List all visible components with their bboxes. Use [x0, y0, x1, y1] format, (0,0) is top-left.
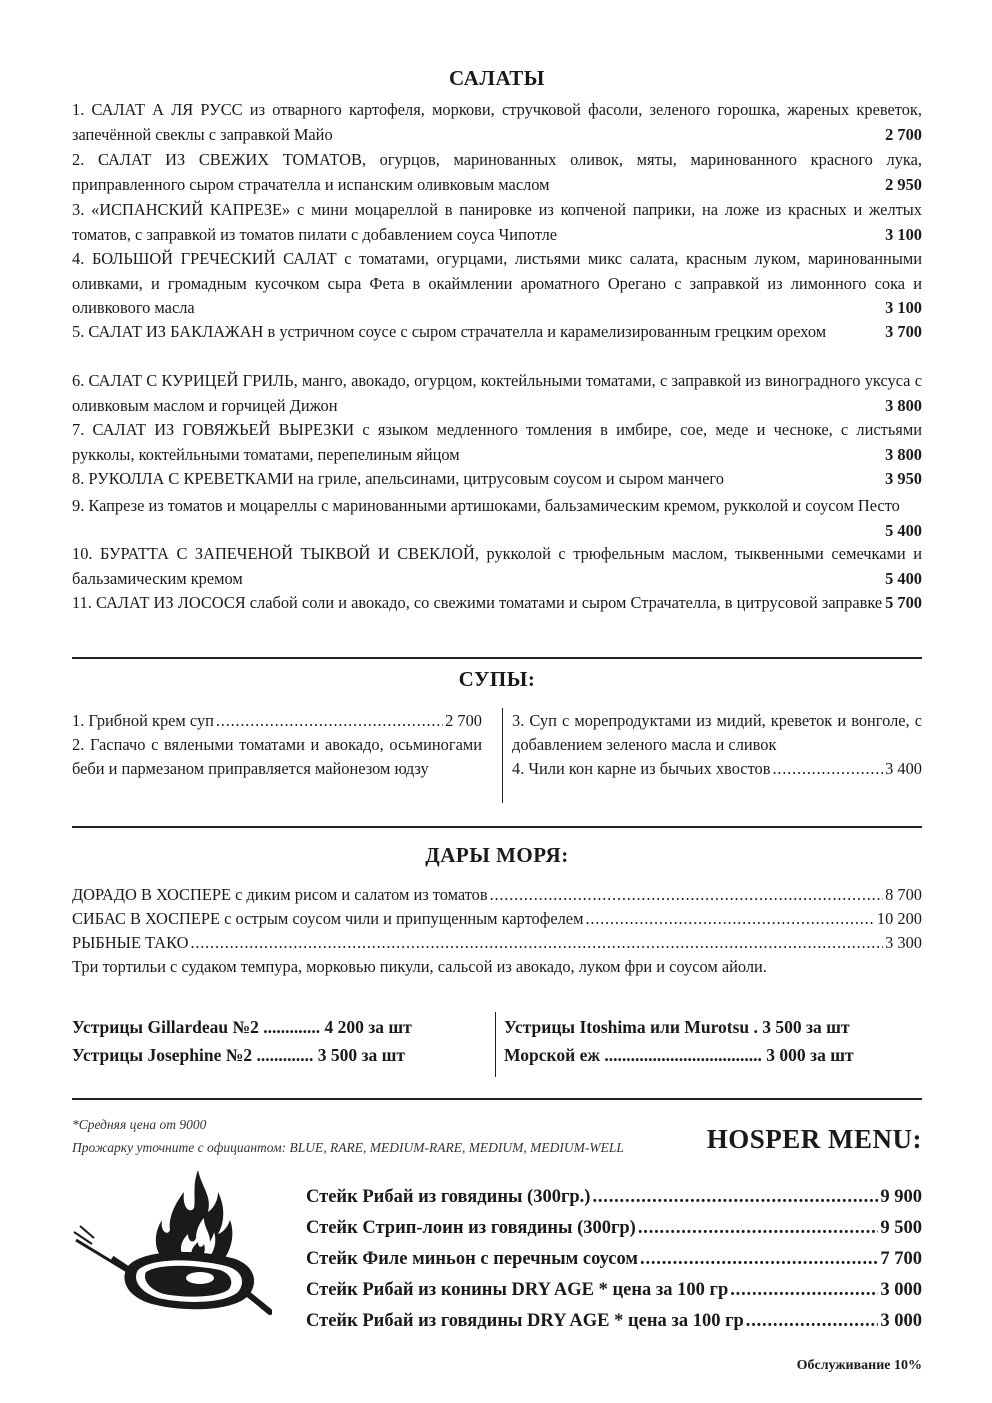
- hosper-menu-title: HOSPER MENU:: [706, 1124, 922, 1154]
- column-divider: [495, 1012, 496, 1077]
- soup-item: [512, 757, 922, 781]
- steak-name: Стейк Рибай из конины DRY AGE * цена за 100 гр: [306, 1280, 729, 1300]
- service-charge: Обслуживание 10%: [796, 1358, 922, 1373]
- salad-description: с мини моцареллой в панировке из копченой паприки, на ложе из красных и желтых томатов, с заправкой из томатов пилати с добавлением соуса Чипотле: [72, 200, 922, 244]
- steak-price: 3 000: [880, 1280, 922, 1300]
- seafood-name: ДОРАДО В ХОСПЕРЕ с диким рисом и салатом из томатов: [72, 885, 488, 904]
- steak-item: [306, 1306, 922, 1337]
- steak-name: Стейк Рибай из говядины (300гр.): [306, 1187, 591, 1207]
- divider: [72, 1098, 922, 1100]
- salad-price: 5 400: [885, 568, 922, 588]
- steak-name: Стейк Стрип-лоин из говядины (300гр): [306, 1218, 636, 1238]
- salad-description: из томатов и моцареллы с маринованными артишоками, бальзамическим кремом, рукколой и соусом Песто: [144, 496, 900, 515]
- steak-price: 7 700: [880, 1249, 922, 1269]
- salad-description: в устричном соусе с сыром страчателла и карамелизированным грецким орехом: [263, 322, 827, 341]
- salad-item: [72, 198, 922, 247]
- salad-item: [72, 98, 922, 147]
- seafood-item: [72, 907, 922, 931]
- seafood-list: [72, 883, 922, 979]
- steak-item: [306, 1213, 922, 1244]
- seafood-price: 10 200: [876, 909, 922, 928]
- salad-title: 4. БОЛЬШОЙ ГРЕЧЕСКИЙ САЛАТ: [72, 249, 337, 268]
- steak-name: Стейк Филе миньон с перечным соусом: [306, 1249, 639, 1269]
- salad-item: [72, 591, 922, 616]
- salad-price: 2 700: [885, 124, 922, 144]
- salad-price: 5 700: [885, 593, 922, 612]
- salad-description: из отварного картофеля, моркови, стручковой фасоли, зеленого горошка, жареных креветок, запечённой свеклы с заправкой Майо: [72, 100, 922, 144]
- salad-title: 7. САЛАТ ИЗ ГОВЯЖЬЕЙ ВЫРЕЗКИ: [72, 420, 355, 439]
- steak-item: [306, 1275, 922, 1306]
- salads-heading: САЛАТЫ: [449, 66, 545, 90]
- steak-price: 9 900: [880, 1187, 922, 1207]
- salad-price: 3 100: [885, 298, 922, 317]
- salad-description: , манго, авокадо, огурцом, коктейльными томатами, с заправкой из виноградного уксуса с оливковым маслом и горчицей Дижон: [72, 371, 922, 415]
- salad-item: [72, 467, 922, 492]
- salad-title: 5. САЛАТ ИЗ БАКЛАЖАН: [72, 322, 264, 341]
- seafood-item: [72, 883, 922, 907]
- salad-item: [72, 418, 922, 467]
- divider: [72, 657, 922, 659]
- steak-price: 3 000: [880, 1311, 922, 1331]
- tacos-description: Три тортильи с судаком темпура, морковью пикули, сальсой из авокадо, луком фри и соусом айоли.: [72, 957, 767, 976]
- soups-right-column: [512, 709, 922, 781]
- salad-item: [72, 369, 922, 418]
- steak-item: [306, 1244, 922, 1275]
- soup-name: 1. Грибной крем суп: [72, 711, 214, 730]
- salad-title: 10. БУРАТТА С ЗАПЕЧЕНОЙ ТЫКВОЙ И СВЕКЛОЙ: [72, 544, 475, 563]
- seafood-name: СИБАС В ХОСПЕРЕ с острым соусом чили и припущенным картофелем: [72, 909, 584, 928]
- seafood-price: 3 300: [885, 933, 922, 952]
- soup-price: 3 400: [885, 759, 922, 778]
- salad-description: с томатами, огурцами, листьями микс салата, красным луком, маринованными оливками, и громадным кусочком сыра Фета в окаймлении ароматного Орегано с заправкой из лимонного сока и оливкового масла: [72, 249, 922, 317]
- salad-title: 6. САЛАТ С КУРИЦЕЙ ГРИЛЬ: [72, 371, 294, 390]
- soups-left-column: [72, 709, 482, 781]
- soup-item: [72, 709, 482, 733]
- salad-price: 2 950: [885, 174, 922, 194]
- salad-title: 8. РУКОЛЛА С КРЕВЕТКАМИ: [72, 469, 294, 488]
- soup-price: 2 700: [445, 711, 482, 730]
- soup-name: 3. Суп с морепродуктами из мидий, креветок и вонголе, с добавлением зеленого масла и сливок: [512, 711, 922, 754]
- salad-item: [72, 247, 922, 321]
- salad-description: с языком медленного томления в имбире, сое, меде и чесноке, с листьями рукколы, коктейльными томатами, перепелиным яйцом: [72, 420, 922, 464]
- divider: [72, 826, 922, 828]
- soup-item: [512, 709, 922, 757]
- soup-item: [72, 733, 482, 781]
- soup-name: 2. Гаспачо с вялеными томатами и авокадо, осьминогами беби и пармезаном приправляется майонезом юдзу: [72, 735, 482, 778]
- column-divider: [502, 708, 503, 803]
- salad-price: 3 800: [885, 395, 922, 415]
- oyster-item: Устрицы Gillardeau №2 ............. 4 200 за шт: [72, 1017, 412, 1037]
- seafood-price: 8 700: [885, 885, 922, 904]
- salad-title: 2. САЛАТ ИЗ СВЕЖИХ ТОМАТОВ: [72, 150, 362, 169]
- salad-description: слабой соли и авокадо, со свежими томатами и сыром Страчателла, в цитрусовой заправке: [245, 593, 883, 612]
- oyster-item: Морской еж .................................... 3 000 за шт: [504, 1045, 854, 1065]
- doneness-note: Прожарку уточните с официантом: BLUE, RARE, MEDIUM-RARE, MEDIUM, MEDIUM-WELL: [72, 1140, 624, 1155]
- steak-with-fire-icon: [72, 1162, 272, 1322]
- salad-price: 3 700: [885, 322, 922, 341]
- steaks-list: [306, 1182, 922, 1337]
- salad-price: 3 950: [885, 469, 922, 488]
- salad-description: , огурцов, маринованных оливок, мяты, маринованного красного лука, приправленного сыром страчателла и испанским оливковым маслом: [72, 150, 922, 194]
- salad-item: [72, 542, 922, 591]
- steak-price: 9 500: [880, 1218, 922, 1238]
- seafood-heading: ДАРЫ МОРЯ:: [425, 843, 569, 867]
- salad-price: 3 800: [885, 444, 922, 464]
- salad-price: 3 100: [885, 224, 922, 244]
- salad-price: 5 400: [885, 520, 922, 540]
- oyster-item: Устрицы Itoshima или Murotsu . 3 500 за шт: [504, 1017, 850, 1037]
- salad-item: [72, 320, 922, 345]
- salad-title: 1. САЛАТ А ЛЯ РУСС: [72, 100, 243, 119]
- oyster-item: Устрицы Josephine №2 ............. 3 500 за шт: [72, 1045, 405, 1065]
- oysters-right: [504, 1013, 922, 1069]
- steak-name: Стейк Рибай из говядины DRY AGE * цена за 100 гр: [306, 1311, 744, 1331]
- soups-heading: СУПЫ:: [458, 667, 536, 691]
- salad-title: 9. Капрезе: [72, 496, 145, 515]
- salad-item: [72, 148, 922, 197]
- average-price-note: *Средняя цена от 9000: [72, 1117, 207, 1132]
- salad-item: [72, 494, 922, 543]
- oysters-left: [72, 1013, 482, 1069]
- menu-page: [72, 0, 922, 1403]
- seafood-item: [72, 931, 922, 955]
- steak-item: [306, 1182, 922, 1213]
- salad-title: 3. «ИСПАНСКИЙ КАПРЕЗЕ»: [72, 200, 291, 219]
- soup-name: 4. Чили кон карне из бычьих хвостов: [512, 759, 771, 778]
- salad-description: , рукколой с трюфельным маслом, тыквенными семечками и бальзамическим кремом: [72, 544, 922, 588]
- salad-description: на гриле, апельсинами, цитрусовым соусом и сыром манчего: [293, 469, 724, 488]
- salad-title: 11. САЛАТ ИЗ ЛОСОСЯ: [72, 593, 246, 612]
- seafood-name: РЫБНЫЕ ТАКО: [72, 933, 189, 952]
